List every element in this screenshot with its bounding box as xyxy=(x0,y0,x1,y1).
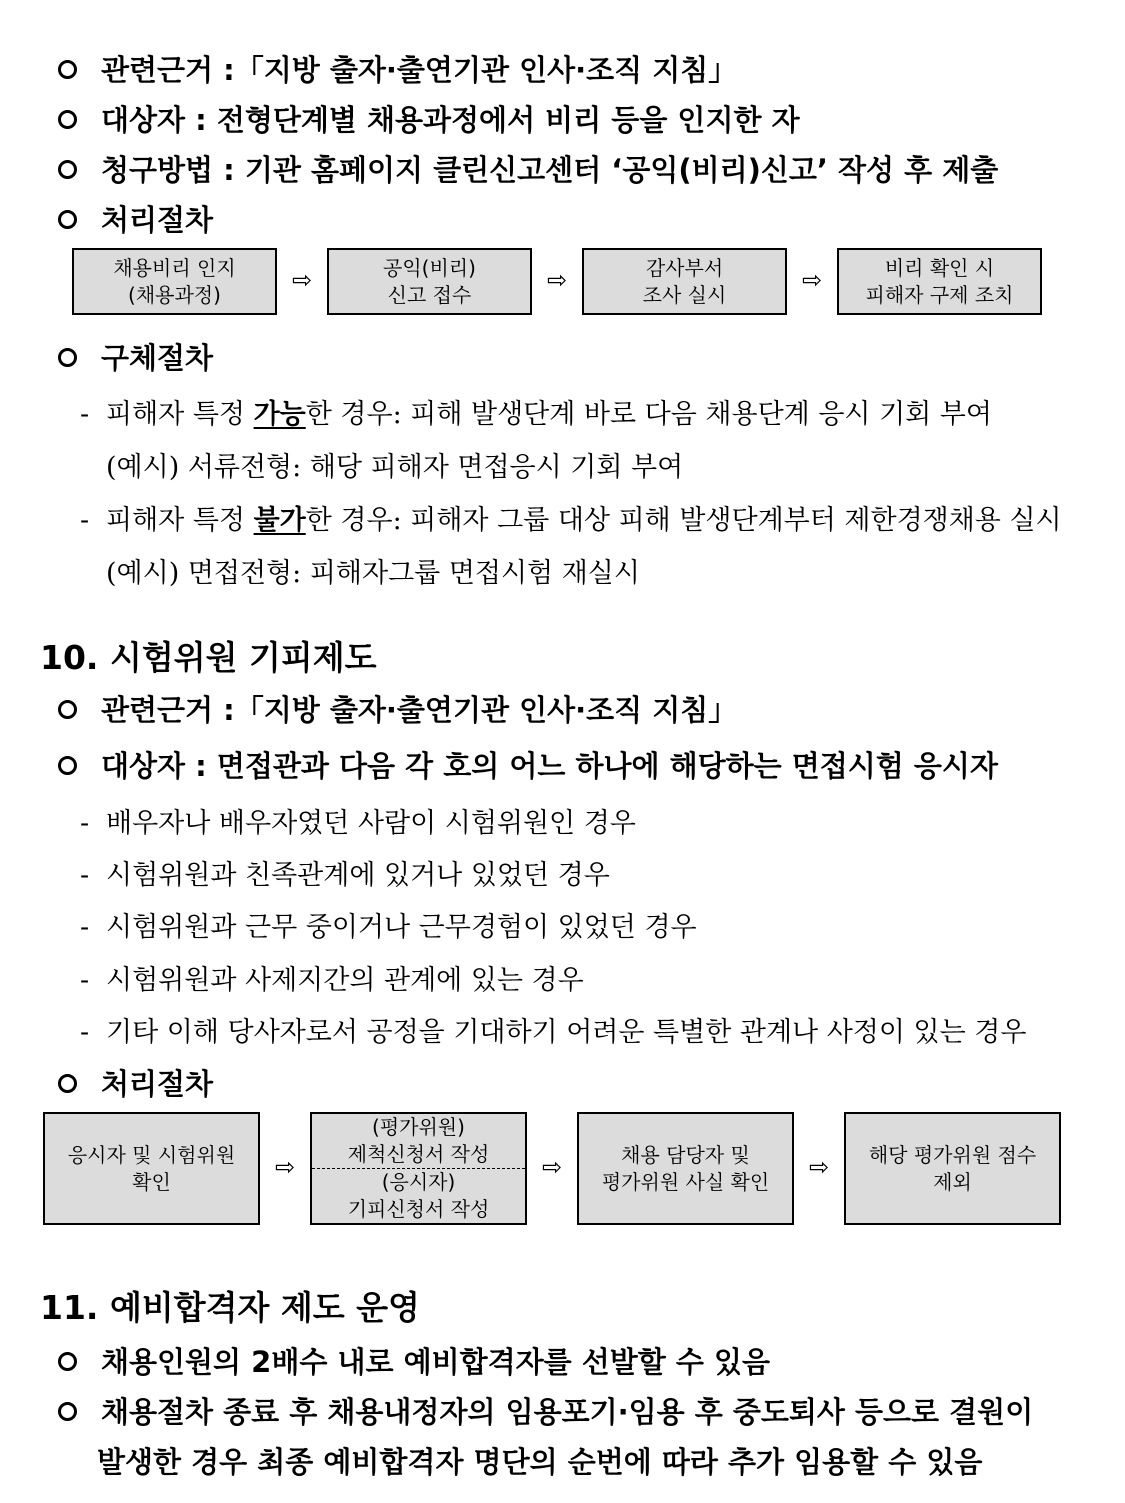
bullet-basis-10: 관련근거 :「지방 출자·출연기관 인사·조직 지침」 xyxy=(58,688,737,729)
circle-bullet-icon xyxy=(58,160,77,179)
bullet-procedure: 처리절차 xyxy=(58,198,213,239)
arrow-right-icon: ⇨ xyxy=(541,1153,563,1181)
detail-example-1: (예시) 서류전형: 해당 피해자 면접응시 기회 부여 xyxy=(106,452,684,483)
flow1-box-2: 공익(비리) 신고 접수 xyxy=(327,248,532,315)
circle-bullet-icon xyxy=(58,110,77,129)
arrow-right-icon: ⇨ xyxy=(801,266,823,294)
arrow-right-icon: ⇨ xyxy=(808,1153,830,1181)
circle-bullet-icon xyxy=(58,60,77,79)
circle-bullet-icon xyxy=(58,756,77,775)
bullet-basis: 관련근거 :「지방 출자·출연기관 인사·조직 지침」 xyxy=(58,48,737,89)
flow2-box-4: 해당 평가위원 점수 제외 xyxy=(844,1112,1061,1225)
bullet-method: 청구방법 : 기관 홈페이지 클린신고센터 ‘공익(비리)신고’ 작성 후 제출 xyxy=(58,148,998,189)
detail-item-2: - 피해자 특정 불가한 경우: 피해자 그룹 대상 피해 발생단계부터 제한경쟁채용 실시 xyxy=(80,505,1062,536)
circle-bullet-icon xyxy=(58,348,77,367)
bullet-procedure-10: 처리절차 xyxy=(58,1062,213,1103)
case-item: - 시험위원과 사제지간의 관계에 있는 경우 xyxy=(80,965,584,996)
bullet-target: 대상자 : 전형단계별 채용과정에서 비리 등을 인지한 자 xyxy=(58,98,800,139)
circle-bullet-icon xyxy=(58,210,77,229)
case-item: - 시험위원과 친족관계에 있거나 있었던 경우 xyxy=(80,860,610,891)
bullet-item-11-2: 채용절차 종료 후 채용내정자의 임용포기·임용 후 중도퇴사 등으로 결원이 xyxy=(58,1390,1033,1431)
detail-item-1: - 피해자 특정 가능한 경우: 피해 발생단계 바로 다음 채용단계 응시 기회 부여 xyxy=(80,399,992,430)
flow2-box-1: 응시자 및 시험위원 확인 xyxy=(43,1112,260,1225)
flow1-box-4: 비리 확인 시 피해자 구제 조치 xyxy=(837,248,1042,315)
bullet-item-11-2-cont: 발생한 경우 최종 예비합격자 명단의 순번에 따라 추가 임용할 수 있음 xyxy=(97,1445,983,1479)
circle-bullet-icon xyxy=(58,1352,77,1371)
case-item: - 기타 이해 당사자로서 공정을 기대하기 어려운 특별한 관계나 사정이 있는 경우 xyxy=(80,1017,1027,1048)
arrow-right-icon: ⇨ xyxy=(274,1153,296,1181)
bullet-item-11-1: 채용인원의 2배수 내로 예비합격자를 선발할 수 있음 xyxy=(58,1340,770,1381)
bullet-target-10: 대상자 : 면접관과 다음 각 호의 어느 하나에 해당하는 면접시험 응시자 xyxy=(58,744,998,785)
section-heading-11: 11. 예비합격자 제도 운영 xyxy=(40,1288,420,1327)
flow2-box-3: 채용 담당자 및 평가위원 사실 확인 xyxy=(577,1112,794,1225)
circle-bullet-icon xyxy=(58,1074,77,1093)
section-heading-10: 10. 시험위원 기피제도 xyxy=(40,638,377,677)
case-item: - 배우자나 배우자였던 사람이 시험위원인 경우 xyxy=(80,808,636,839)
flow1-box-3: 감사부서 조사 실시 xyxy=(582,248,787,315)
arrow-right-icon: ⇨ xyxy=(291,266,313,294)
arrow-right-icon: ⇨ xyxy=(546,266,568,294)
flow1-box-1: 채용비리 인지 (채용과정) xyxy=(72,248,277,315)
case-item: - 시험위원과 근무 중이거나 근무경험이 있었던 경우 xyxy=(80,912,697,943)
circle-bullet-icon xyxy=(58,1402,77,1421)
flow2-box-2: (평가위원) 제척신청서 작성 (응시자) 기피신청서 작성 xyxy=(310,1112,527,1225)
circle-bullet-icon xyxy=(58,700,77,719)
detail-example-2: (예시) 면접전형: 피해자그룹 면접시험 재실시 xyxy=(106,558,640,589)
bullet-detail: 구체절차 xyxy=(58,336,213,377)
